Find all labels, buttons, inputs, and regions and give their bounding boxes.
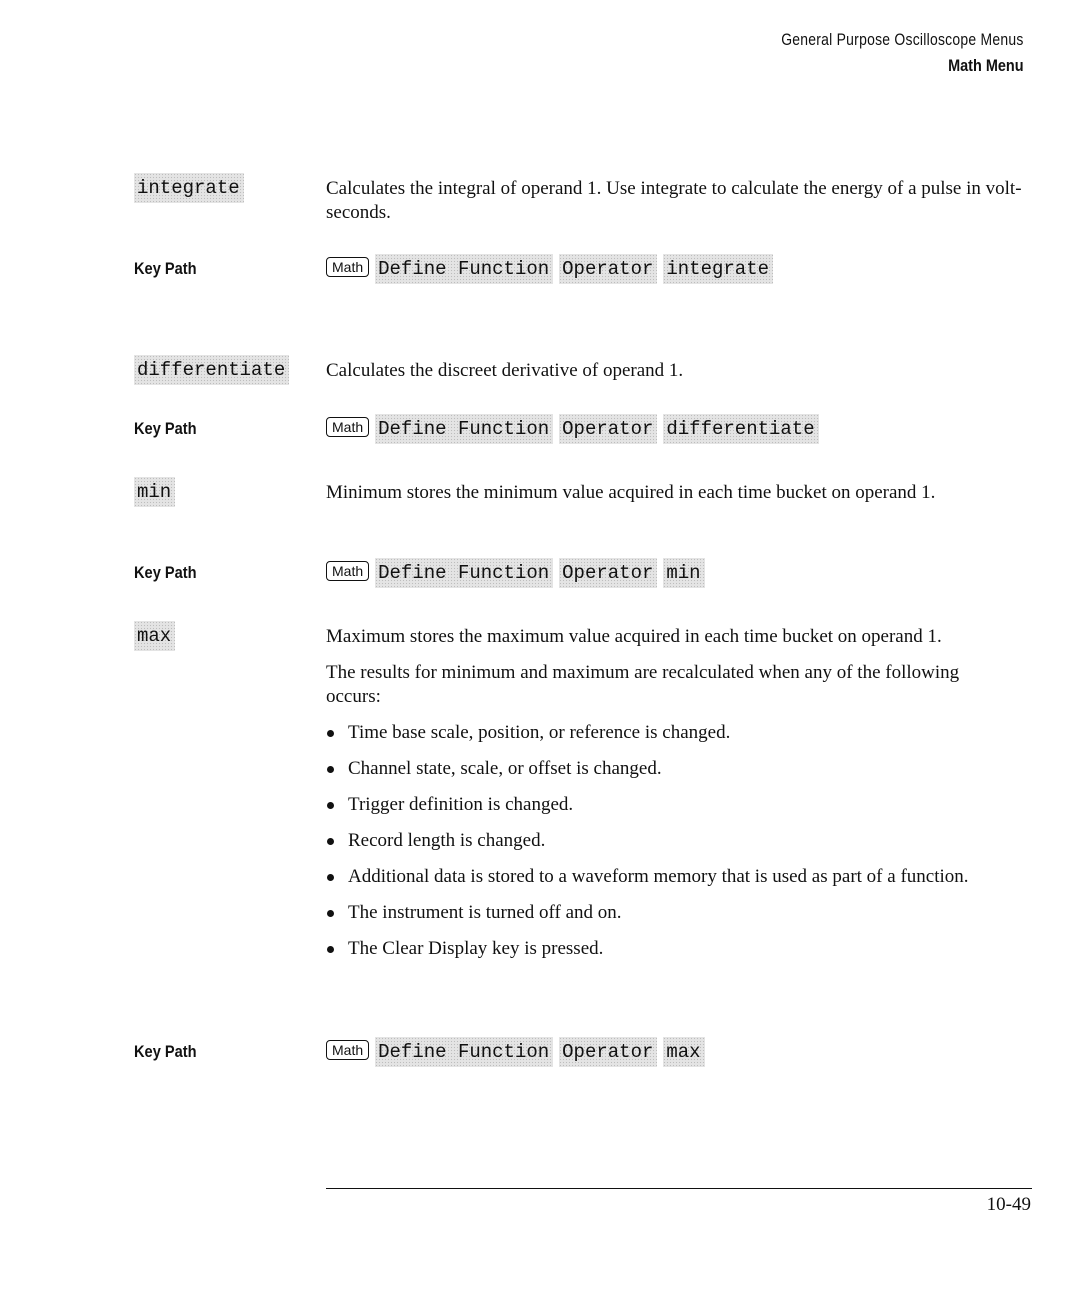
list-item: Time base scale, position, or reference is changed. — [326, 721, 1031, 745]
math-hardkey: Math — [326, 257, 369, 277]
math-hardkey: Math — [326, 561, 369, 581]
softkey-define-function: Define Function — [375, 1037, 553, 1067]
key-path-label: Key Path — [134, 563, 197, 582]
list-item: Channel state, scale, or offset is changed. — [326, 757, 1031, 781]
softkey-differentiate: differentiate — [663, 414, 818, 444]
softkey-operator: Operator — [559, 414, 657, 444]
list-item: Record length is changed. — [326, 829, 1031, 853]
description-differentiate: Calculates the discreet derivative of operand 1. — [326, 360, 684, 381]
page-number: 10-49 — [986, 1194, 1031, 1215]
key-path-differentiate — [326, 414, 821, 444]
subsection-title: Math Menu — [948, 56, 1024, 75]
recalculation-note: The results for minimum and maximum are recalculated when any of the following occurs: — [326, 662, 960, 707]
term-integrate: integrate — [134, 173, 244, 203]
softkey-min: min — [663, 558, 704, 588]
page-header — [728, 30, 1024, 76]
list-item: The instrument is turned off and on. — [326, 901, 1031, 925]
softkey-max: max — [663, 1037, 704, 1067]
term-min: min — [134, 477, 175, 507]
description-integrate: Calculates the integral of operand 1. Use integrate to calculate the energy of a pulse in volt-seconds. — [326, 178, 1022, 223]
footer-divider — [326, 1188, 1032, 1189]
list-item: Trigger definition is changed. — [326, 793, 1031, 817]
list-item: Additional data is stored to a waveform memory that is used as part of a function. — [326, 865, 1013, 889]
softkey-define-function: Define Function — [375, 558, 553, 588]
math-hardkey: Math — [326, 1040, 369, 1060]
softkey-operator: Operator — [559, 254, 657, 284]
description-max: Maximum stores the maximum value acquired in each time bucket on operand 1. — [326, 626, 942, 647]
softkey-define-function: Define Function — [375, 414, 553, 444]
softkey-operator: Operator — [559, 558, 657, 588]
key-path-label: Key Path — [134, 419, 197, 438]
description-min: Minimum stores the minimum value acquired in each time bucket on operand 1. — [326, 482, 936, 503]
term-differentiate: differentiate — [134, 355, 289, 385]
key-path-max — [326, 1037, 707, 1067]
key-path-label: Key Path — [134, 1042, 197, 1061]
term-max: max — [134, 621, 175, 651]
softkey-operator: Operator — [559, 1037, 657, 1067]
section-title: General Purpose Oscilloscope Menus — [781, 30, 1024, 49]
key-path-integrate — [326, 254, 775, 284]
softkey-integrate: integrate — [663, 254, 773, 284]
key-path-label: Key Path — [134, 259, 197, 278]
description-max-block — [326, 625, 1031, 973]
list-item: The Clear Display key is pressed. — [326, 937, 1031, 961]
math-hardkey: Math — [326, 417, 369, 437]
recalculation-conditions-list — [326, 721, 1031, 961]
key-path-min — [326, 558, 707, 588]
softkey-define-function: Define Function — [375, 254, 553, 284]
